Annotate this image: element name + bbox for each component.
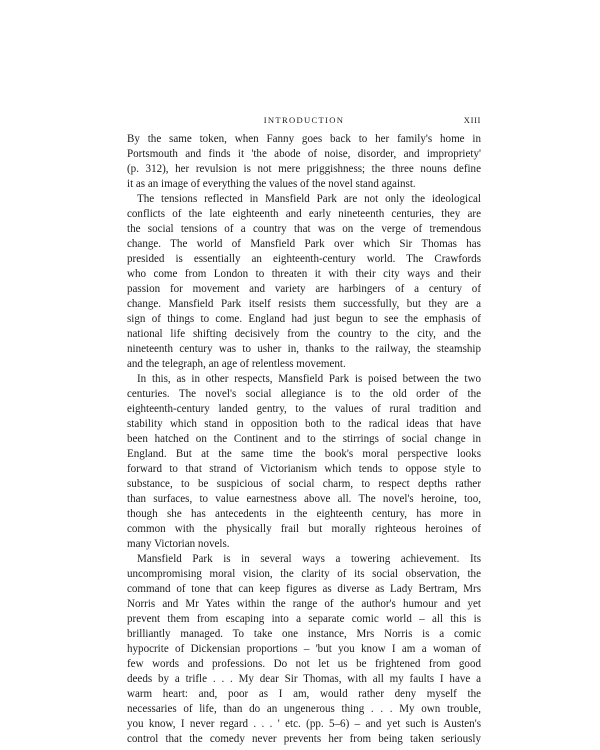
text-line: who come from London to threaten it with their city ways and their: [127, 268, 481, 280]
text-line: substance, to be suspicious of social charm, to respect depths rather: [127, 478, 481, 490]
text-line: presided is essentially an eighteenth-century world. The Crawfords: [127, 253, 481, 265]
text-line: (p. 312), her revulsion is not mere priggishness; the three nouns define: [127, 163, 481, 175]
text-line: sign of things to come. England had just begun to see the emphasis of: [127, 313, 481, 325]
text-line: Norris and Mr Yates within the range of the author's humour and yet: [127, 598, 481, 610]
text-line: stability which stand in opposition both to the radical ideas that have: [127, 418, 481, 430]
text-line: nineteenth century was to usher in, thanks to the railway, the steamship: [127, 343, 481, 355]
text-line: you know, I never regard . . . ' etc. (pp. 5–6) – and yet such is Austen's: [127, 718, 481, 730]
text-line: hypocrite of Dickensian proportions – 'but you know I am a woman of: [127, 643, 481, 655]
text-line: many Victorian novels.: [127, 538, 230, 550]
text-line: passion for movement and variety are harbingers of a century of: [127, 283, 481, 295]
paragraph: [127, 552, 481, 747]
text-line: than surfaces, to value earnestness above all. The novel's heroine, too,: [127, 493, 481, 505]
text-line: England. But at the same time the book's moral perspective looks: [127, 448, 481, 460]
text-line: By the same token, when Fanny goes back to her family's home in: [127, 133, 481, 145]
page-number: XIII: [463, 115, 481, 125]
text-line: forward to that strand of Victorianism which tends to oppose style to: [127, 463, 481, 475]
text-line: control that the comedy never prevents her from being taken seriously: [127, 733, 481, 745]
paragraph: [127, 132, 481, 192]
text-line: conflicts of the late eighteenth and early nineteenth centuries, they are: [127, 208, 481, 220]
text-line: brilliantly managed. To take one instance, Mrs Norris is a comic: [127, 628, 481, 640]
text-line: change. Mansfield Park itself resists them successfully, but they are a: [127, 298, 481, 310]
text-line: warm heart: and, poor as I am, would rather deny myself the: [127, 688, 481, 700]
text-line: though she has antecedents in the eighteenth century, has more in: [127, 508, 481, 520]
text-line: the social tensions of a country that was on the verge of tremendous: [127, 223, 481, 235]
running-head: [127, 114, 481, 126]
paragraph: [127, 372, 481, 552]
running-title: INTRODUCTION: [263, 115, 345, 125]
text-line: Portsmouth and finds it 'the abode of noise, disorder, and impropriety': [127, 148, 481, 160]
text-line: uncompromising moral vision, the clarity of its social observation, the: [127, 568, 481, 580]
text-line: prevent them from escaping into a separate comic world – all this is: [127, 613, 481, 625]
text-line: The tensions reflected in Mansfield Park are not only the ideological: [137, 193, 481, 205]
text-line: Mansfield Park is in several ways a towering achievement. Its: [137, 553, 481, 565]
text-line: been hatched on the Continent and to the stirrings of social change in: [127, 433, 481, 445]
paragraph: [127, 192, 481, 372]
text-line: deeds by a trifle . . . My dear Sir Thomas, with all my faults I have a: [127, 673, 481, 685]
text-line: change. The world of Mansfield Park over which Sir Thomas has: [127, 238, 481, 250]
text-line: In this, as in other respects, Mansfield Park is poised between the two: [137, 373, 481, 385]
body-text: [127, 132, 481, 747]
text-line: and the telegraph, an age of relentless movement.: [127, 358, 346, 370]
text-line: it as an image of everything the values of the novel stand against.: [127, 178, 416, 190]
text-line: centuries. The novel's social allegiance is to the old order of the: [127, 388, 481, 400]
text-line: few words and professions. Do not let us be frightened from good: [127, 658, 481, 670]
text-line: command of tone that can keep figures as diverse as Lady Bertram, Mrs: [127, 583, 481, 595]
text-line: necessaries of life, than do an ungenerous thing . . . My own trouble,: [127, 703, 481, 715]
text-line: common with the physically frail but morally righteous heroines of: [127, 523, 481, 535]
text-line: eighteenth-century landed gentry, to the values of rural tradition and: [127, 403, 481, 415]
text-line: national life shifting decisively from the country to the city, and the: [127, 328, 481, 340]
